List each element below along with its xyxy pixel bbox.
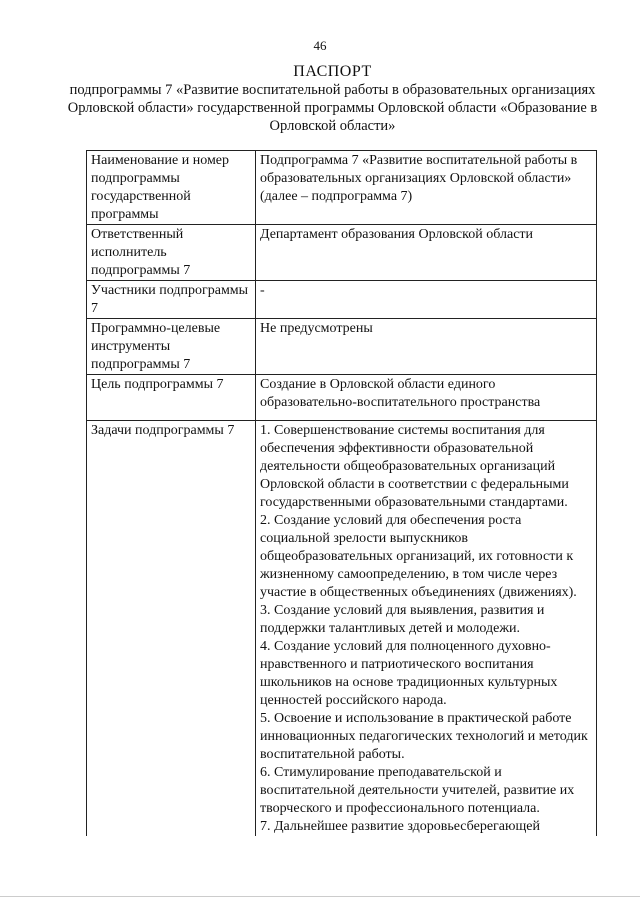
row-value: Создание в Орловской области единого образовательно-воспитательного пространства [256,375,597,421]
task-item: 6. Стимулирование преподавательской и воспитательной деятельности учителей, развитие их творческого и профессионального потенциала. [260,765,575,816]
row-value: - [256,281,597,319]
task-item: 1. Совершенствование системы воспитания для обеспечения эффективности образовательной деятельности общеобразовательных организаций Орловской области в соответствии с федеральными государственными образовательными стандартами. [260,423,569,510]
task-item: 7. Дальнейшее развитие здоровьесберегающей [260,819,540,834]
row-label: Участники подпрограммы 7 [87,281,256,319]
table-row [87,319,597,375]
document-subtitle: подпрограммы 7 «Развитие воспитательной работы в образовательных организациях Орловской области» государственной программы Орловской области «Образование в Орловской области» [67,82,598,134]
tasks-list [256,421,597,837]
task-item: 2. Создание условий для обеспечения роста социальной зрелости выпускников общеобразовательных организаций, их готовности к жизненному самоопределению, в том числе через участие в общественных объединениях (движениях). [260,513,577,600]
table-row [87,281,597,319]
row-label: Ответственный исполнитель подпрограммы 7 [87,225,256,281]
row-value: Департамент образования Орловской области [256,225,597,281]
task-item: 4. Создание условий для полноценного духовно-нравственного и патриотического воспитания школьников на основе традиционных культурных ценностей российского народа. [260,639,558,708]
row-label: Цель подпрограммы 7 [87,375,256,421]
row-label: Наименование и номер подпрограммы государственной программы [87,151,256,225]
table-row [87,151,597,225]
table-row [87,225,597,281]
passport-table [86,150,597,836]
title-block [60,62,605,135]
row-label: Программно-целевые инструменты подпрограммы 7 [87,319,256,375]
table-row [87,375,597,421]
table-row [87,421,597,837]
tasks-label: Задачи подпрограммы 7 [87,421,256,837]
page-bottom-rule [0,896,640,897]
row-value: Не предусмотрены [256,319,597,375]
task-item: 3. Создание условий для выявления, развития и поддержки талантливых детей и молодежи. [260,603,545,636]
row-value: Подпрограмма 7 «Развитие воспитательной работы в образовательных организациях Орловской области» (далее – подпрограмма 7) [256,151,597,225]
document-title: ПАСПОРТ [293,63,372,80]
page-number: 46 [313,38,327,53]
task-item: 5. Освоение и использование в практической работе инновационных педагогических технологий и методик воспитательной работы. [260,711,588,762]
